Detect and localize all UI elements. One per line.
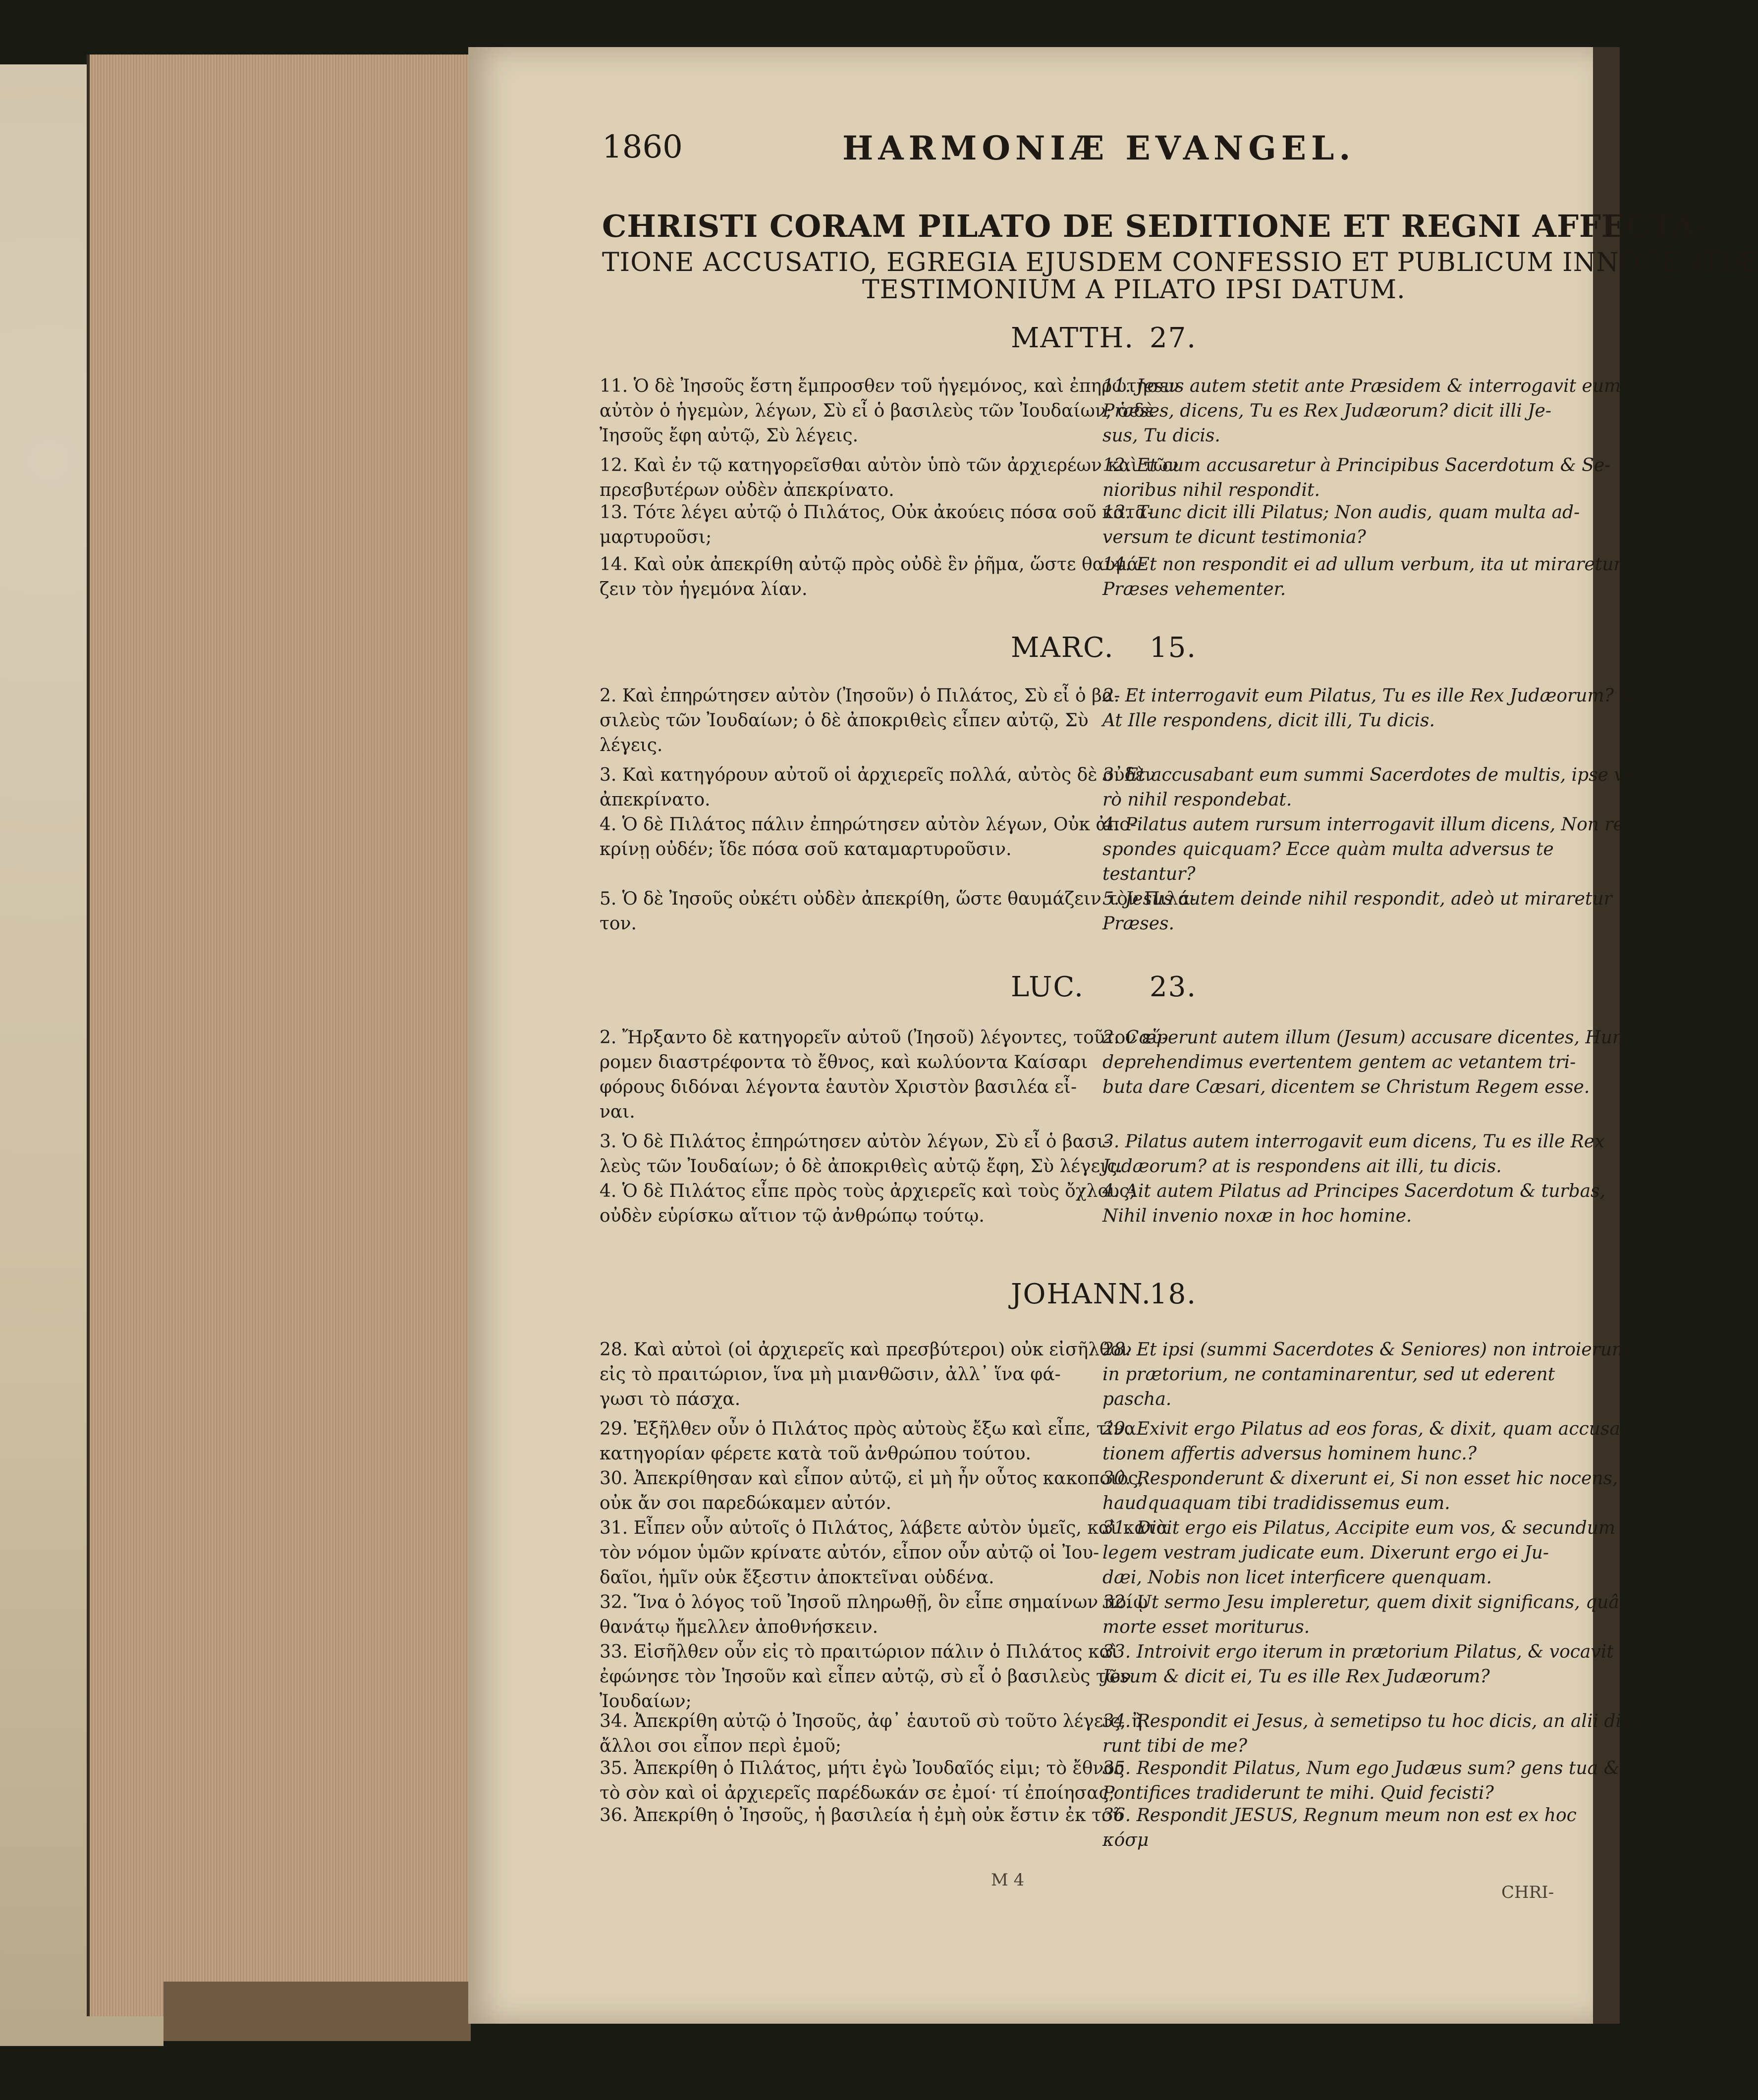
greek-verse-line: οὐκ ἄν σοι παρεδώκαμεν αὐτόν. — [600, 1493, 892, 1513]
latin-verse-line: runt tibi de me? — [1102, 1736, 1248, 1756]
latin-verse-line: Præses. — [1102, 914, 1174, 934]
latin-verse-line: 30. Responderunt & dixerunt ei, Si non esset hic nocens, — [1102, 1468, 1618, 1489]
page-edges — [87, 54, 471, 2016]
latin-verse-line: nioribus nihil respondit. — [1102, 480, 1320, 500]
greek-verse-line: φόρους διδόναι λέγοντα ἑαυτὸν Χριστὸν βασιλέα εἶ- — [600, 1077, 1077, 1097]
greek-verse-line: οὐδὲν εὑρίσκω αἴτιον τῷ ἀνθρώπῳ τούτῳ. — [600, 1206, 985, 1226]
section-chapter: 15. — [1150, 632, 1197, 664]
greek-verse-line: 12. Καὶ ἐν τῷ κατηγορεῖσθαι αὐτὸν ὑπὸ τῶν ἀρχιερέων καὶ τῶν — [600, 455, 1179, 476]
greek-verse-line: ναι. — [600, 1102, 635, 1122]
greek-verse-line: 36. Ἀπεκρίθη ὁ Ἰησοῦς, ἡ βασιλεία ἡ ἐμὴ οὐκ ἔστιν ἐκ τοῦ — [600, 1805, 1123, 1826]
greek-verse-line: 35. Ἀπεκρίθη ὁ Πιλάτος, μήτι ἐγὼ Ἰουδαῖός εἰμι; τὸ ἔθνος — [600, 1758, 1125, 1778]
running-title: HARMONIÆ EVANGEL. — [842, 129, 1356, 167]
section-chapter: 18. — [1150, 1278, 1197, 1310]
greek-verse-line: 29. Ἐξῆλθεν οὖν ὁ Πιλάτος πρὸς αὐτοὺς ἔξω καὶ εἶπε, τίνα — [600, 1419, 1136, 1439]
greek-verse-line: δαῖοι, ἡμῖν οὐκ ἔξεστιν ἀποκτεῖναι οὐδένα. — [600, 1567, 994, 1588]
latin-verse-line: 14. Et non respondit ei ad ullum verbum, ita ut miraretur — [1102, 554, 1622, 575]
greek-verse-line: γωσι τὸ πάσχα. — [600, 1389, 741, 1409]
latin-verse-line: morte esset moriturus. — [1102, 1617, 1310, 1637]
greek-verse-line: 30. Ἀπεκρίθησαν καὶ εἶπον αὐτῷ, εἰ μὴ ἦν οὗτος κακοποιὸς, — [600, 1468, 1144, 1489]
greek-verse-line: τον. — [600, 914, 637, 934]
latin-verse-line: 35. Respondit Pilatus, Num ego Judæus sum? gens tua & — [1102, 1758, 1620, 1778]
section-label: JOHANN. — [1011, 1278, 1152, 1310]
latin-verse-line: deprehendimus evertentem gentem ac vetantem tri- — [1102, 1052, 1576, 1073]
latin-verse-line: 32. Ut sermo Jesu impleretur, quem dixit significans, quâ — [1102, 1592, 1619, 1613]
latin-verse-line: buta dare Cæsari, dicentem se Christum Regem esse. — [1102, 1077, 1590, 1097]
greek-verse-line: λέγεις. — [600, 735, 663, 755]
greek-verse-line: θανάτῳ ἤμελλεν ἀποθνήσκειν. — [600, 1617, 879, 1637]
heading-line-1: CHRISTI CORAM PILATO DE SEDITIONE ET REGNI AFFECTA- — [602, 208, 1710, 244]
latin-verse-line: 5. Jesus autem deinde nihil respondit, adeò ut miraretur — [1102, 889, 1612, 909]
latin-verse-line: 3. Pilatus autem interrogavit eum dicens, Tu es ille Rex — [1102, 1131, 1605, 1152]
greek-verse-line: ζειν τὸν ἡγεμόνα λίαν. — [600, 579, 808, 599]
latin-verse-line: 28. Et ipsi (summi Sacerdotes & Seniores) non introierunt — [1102, 1340, 1631, 1360]
latin-verse-line: 2. Et interrogavit eum Pilatus, Tu es ille Rex Judæorum? & — [1102, 686, 1636, 706]
greek-verse-line: σιλεὺς τῶν Ἰουδαίων; ὁ δὲ ἀποκριθεὶς εἶπεν αὐτῷ, Σὺ — [600, 710, 1089, 731]
latin-verse-line: 4. Pilatus autem rursum interrogavit illum dicens, Non re- — [1102, 814, 1630, 835]
latin-verse-line: versum te dicunt testimonia? — [1102, 527, 1366, 547]
greek-verse-line: ἄλλοι σοι εἶπον περὶ ἐμοῦ; — [600, 1736, 841, 1756]
latin-verse-line: 13. Tunc dicit illi Pilatus; Non audis, quam multa ad- — [1102, 502, 1580, 523]
latin-verse-line: testantur? — [1102, 864, 1196, 884]
latin-verse-line: dæi, Nobis non licet interficere quenquam. — [1102, 1567, 1492, 1588]
greek-verse-line: 3. Καὶ κατηγόρουν αὐτοῦ οἱ ἀρχιερεῖς πολλά, αὐτὸς δὲ οὐδὲν — [600, 765, 1156, 785]
greek-verse-line: 2. Καὶ ἐπηρώτησεν αὐτὸν (Ἰησοῦν) ὁ Πιλάτος, Σὺ εἶ ὁ βα- — [600, 686, 1120, 706]
greek-verse-line: 32. Ἵνα ὁ λόγος τοῦ Ἰησοῦ πληρωθῇ, ὃν εἶπε σημαίνων ποίῳ — [600, 1592, 1148, 1613]
latin-verse-line: Pontifices tradiderunt te mihi. Quid fecisti? — [1102, 1783, 1494, 1803]
section-chapter: 27. — [1150, 322, 1197, 354]
latin-verse-line: Præses vehementer. — [1102, 579, 1286, 599]
greek-verse-line: Ἰησοῦς ἔφη αὐτῷ, Σὺ λέγεις. — [600, 426, 859, 446]
section-label: LUC. — [1011, 971, 1084, 1003]
latin-verse-line: 2. Cœperunt autem illum (Jesum) accusare dicentes, Hunc — [1102, 1027, 1634, 1048]
latin-verse-line: 31. Dicit ergo eis Pilatus, Accipite eum vos, & secundum — [1102, 1518, 1616, 1538]
latin-verse-line: Judæorum? at is respondens ait illi, tu dicis. — [1102, 1156, 1502, 1177]
section-label: MATTH. — [1011, 322, 1135, 354]
greek-verse-line: ἐφώνησε τὸν Ἰησοῦν καὶ εἶπεν αὐτῷ, σὺ εἶ ὁ βασιλεὺς τῶν — [600, 1667, 1131, 1687]
greek-verse-line: 28. Καὶ αὐτοὶ (οἱ ἀρχιερεῖς καὶ πρεσβύτεροι) οὐκ εἰσῆλθον — [600, 1340, 1132, 1360]
latin-verse-line: 29. Exivit ergo Pilatus ad eos foras, & dixit, quam accusa- — [1102, 1419, 1626, 1439]
greek-verse-line: μαρτυροῦσι; — [600, 527, 712, 547]
page-edges-bottom — [164, 1982, 471, 2041]
greek-verse-line: 31. Εἶπεν οὖν αὐτοῖς ὁ Πιλάτος, λάβετε αὐτὸν ὑμεῖς, καὶ κατὰ — [600, 1518, 1168, 1538]
section-chapter: 23. — [1150, 971, 1197, 1003]
heading-line-3: TESTIMONIUM A PILATO IPSI DATUM. — [862, 275, 1406, 305]
greek-verse-line: τὸ σὸν καὶ οἱ ἀρχιερεῖς παρέδωκάν σε ἐμοί· τί ἐποίησας; — [600, 1783, 1115, 1803]
latin-verse-line: Nihil invenio noxæ in hoc homine. — [1102, 1206, 1412, 1226]
latin-verse-line: 12. Et cum accusaretur à Principibus Sacerdotum & Se- — [1102, 455, 1611, 476]
folio-number: 1860 — [602, 129, 683, 165]
latin-verse-line: rò nihil respondebat. — [1102, 790, 1292, 810]
greek-verse-line: λεὺς τῶν Ἰουδαίων; ὁ δὲ ἀποκριθεὶς αὐτῷ ἔφη, Σὺ λέγεις. — [600, 1156, 1123, 1177]
latin-verse-line: 34. Respondit ei Jesus, à semetipso tu hoc dicis, an alii dixe- — [1102, 1711, 1648, 1731]
latin-verse-line: At Ille respondens, dicit illi, Tu dicis. — [1102, 710, 1435, 731]
latin-verse-line: 3. Et accusabant eum summi Sacerdotes de multis, ipse ve- — [1102, 765, 1641, 785]
greek-verse-line: 2. Ἤρξαντο δὲ κατηγορεῖν αὐτοῦ (Ἰησοῦ) λέγοντες, τοῦτον εὕ- — [600, 1027, 1168, 1048]
latin-verse-line: tionem affertis adversus hominem hunc.? — [1102, 1444, 1477, 1464]
greek-verse-line: 34. Ἀπεκρίθη αὐτῷ ὁ Ἰησοῦς, ἀφ᾽ ἑαυτοῦ σὺ τοῦτο λέγεις, ἢ — [600, 1711, 1143, 1731]
greek-verse-line: κρίνῃ οὐδέν; ἴδε πόσα σοῦ καταμαρτυροῦσιν. — [600, 839, 1012, 860]
latin-verse-line: κόσμ — [1102, 1830, 1149, 1850]
greek-verse-line: 33. Εἰσῆλθεν οὖν εἰς τὸ πραιτώριον πάλιν ὁ Πιλάτος καὶ — [600, 1642, 1118, 1662]
latin-verse-line: 33. Introivit ergo iterum in prætorium Pilatus, & vocavit — [1102, 1642, 1614, 1662]
latin-verse-line: legem vestram judicate eum. Dixerunt ergo ei Ju- — [1102, 1543, 1549, 1563]
greek-verse-line: 14. Καὶ οὐκ ἀπεκρίθη αὐτῷ πρὸς οὐδὲ ἓν ῥῆμα, ὥστε θαυμά- — [600, 554, 1145, 575]
greek-verse-line: 4. Ὁ δὲ Πιλάτος πάλιν ἐπηρώτησεν αὐτὸν λέγων, Οὐκ ἀπο- — [600, 814, 1137, 835]
latin-verse-line: Jesum & dicit ei, Tu es ille Rex Judæorum? — [1102, 1667, 1490, 1687]
greek-verse-line: αὐτὸν ὁ ἡγεμὼν, λέγων, Σὺ εἶ ὁ βασιλεὺς τῶν Ἰουδαίων; ὁ δὲ — [600, 401, 1154, 421]
latin-verse-line: 36. Respondit JESUS, Regnum meum non est ex hoc — [1102, 1805, 1577, 1826]
greek-verse-line: Ἰουδαίων; — [600, 1691, 692, 1712]
latin-verse-line: in prætorium, ne contaminarentur, sed ut ederent — [1102, 1364, 1555, 1385]
latin-verse-line: sus, Tu dicis. — [1102, 426, 1220, 446]
latin-verse-line: 11. Jesus autem stetit ante Præsidem & interrogavit eum — [1102, 376, 1621, 396]
latin-verse-line: haudquaquam tibi tradidissemus eum. — [1102, 1493, 1450, 1513]
greek-verse-line: κατηγορίαν φέρετε κατὰ τοῦ ἀνθρώπου τούτου. — [600, 1444, 1031, 1464]
latin-verse-line: pascha. — [1102, 1389, 1172, 1409]
greek-verse-line: 11. Ὁ δὲ Ἰησοῦς ἔστη ἔμπροσθεν τοῦ ἡγεμόνος, καὶ ἐπηρώτησεν — [600, 376, 1180, 396]
greek-verse-line: 5. Ὁ δὲ Ἰησοῦς οὐκέτι οὐδὲν ἀπεκρίθη, ὥστε θαυμάζειν τὸν Πιλά- — [600, 889, 1197, 909]
greek-verse-line: τὸν νόμον ὑμῶν κρίνατε αὐτόν, εἶπον οὖν αὐτῷ οἱ Ἰου- — [600, 1543, 1099, 1563]
greek-verse-line: 3. Ὁ δὲ Πιλάτος ἐπηρώτησεν αὐτὸν λέγων, Σὺ εἶ ὁ βασι- — [600, 1131, 1110, 1152]
greek-verse-line: ἀπεκρίνατο. — [600, 790, 711, 810]
latin-verse-line: spondes quicquam? Ecce quàm multa adversus te — [1102, 839, 1554, 860]
section-label: MARC. — [1011, 632, 1114, 664]
greek-verse-line: πρεσβυτέρων οὐδὲν ἀπεκρίνατο. — [600, 480, 894, 500]
greek-verse-line: 4. Ὁ δὲ Πιλάτος εἶπε πρὸς τοὺς ἀρχιερεῖς καὶ τοὺς ὄχλους; — [600, 1181, 1136, 1201]
greek-verse-line: ρομεν διαστρέφοντα τὸ ἔθνος, καὶ κωλύοντα Καίσαρι — [600, 1052, 1088, 1073]
signature-mark: M 4 — [991, 1870, 1025, 1890]
greek-verse-line: εἰς τὸ πραιτώριον, ἵνα μὴ μιανθῶσιν, ἀλλ᾽ ἵνα φά- — [600, 1364, 1061, 1385]
latin-verse-line: 4. Ait autem Pilatus ad Principes Sacerdotum & turbas, — [1102, 1181, 1606, 1201]
greek-verse-line: 13. Τότε λέγει αὐτῷ ὁ Πιλάτος, Οὐκ ἀκούεις πόσα σοῦ κατα- — [600, 502, 1154, 523]
latin-verse-line: Præses, dicens, Tu es Rex Judæorum? dicit illi Je- — [1102, 401, 1551, 421]
catchword: CHRI- — [1501, 1883, 1554, 1902]
heading-line-2: TIONE ACCUSATIO, EGREGIA EJUSDEM CONFESSIO ET PUBLICUM INNOCENTIÆ — [602, 248, 1758, 277]
